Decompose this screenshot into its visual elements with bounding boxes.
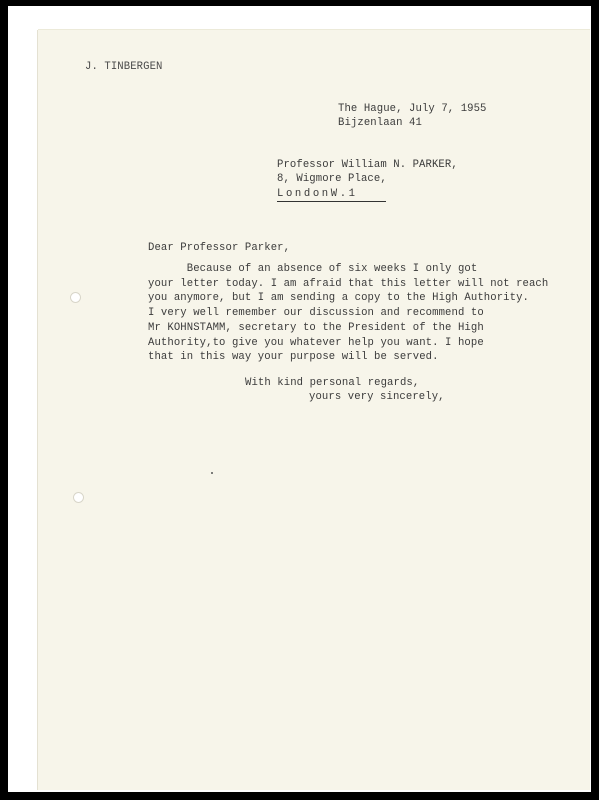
scan-border (8, 6, 591, 792)
body-line: that in this way your purpose will be served. (148, 351, 439, 364)
date-address-block (338, 102, 487, 131)
punch-hole-top (70, 292, 81, 303)
body-line: Because of an absence of six weeks I only got (148, 263, 478, 275)
body-line: I very well remember our discussion and recommend to (148, 307, 484, 320)
recipient-street-line: 8, Wigmore Place, (277, 173, 387, 186)
ink-speck (211, 472, 213, 474)
recipient-address-block (277, 158, 458, 202)
letter-body (148, 262, 548, 365)
signoff-line: yours very sincerely, (309, 391, 445, 403)
body-line: Authority,to give you whatever help you want. I hope (148, 336, 484, 349)
sender-street-line: Bijzenlaan 41 (338, 117, 422, 130)
sender-name: J. TINBERGEN (85, 61, 163, 73)
recipient-city-line: LondonW.1 (277, 187, 386, 202)
body-line: your letter today. I am afraid that this letter will not reach (148, 277, 549, 290)
body-line: you anymore, but I am sending a copy to the High Authority. (148, 292, 529, 305)
letter-page (38, 30, 590, 790)
salutation: Dear Professor Parker, (148, 242, 291, 254)
body-line: Mr KOHNSTAMM, secretary to the President of the High (148, 321, 484, 334)
punch-hole-bottom (73, 492, 84, 503)
recipient-name-line: Professor William N. PARKER, (277, 159, 458, 171)
date-line: The Hague, July 7, 1955 (338, 103, 487, 115)
closing-line: With kind personal regards, (245, 377, 420, 389)
